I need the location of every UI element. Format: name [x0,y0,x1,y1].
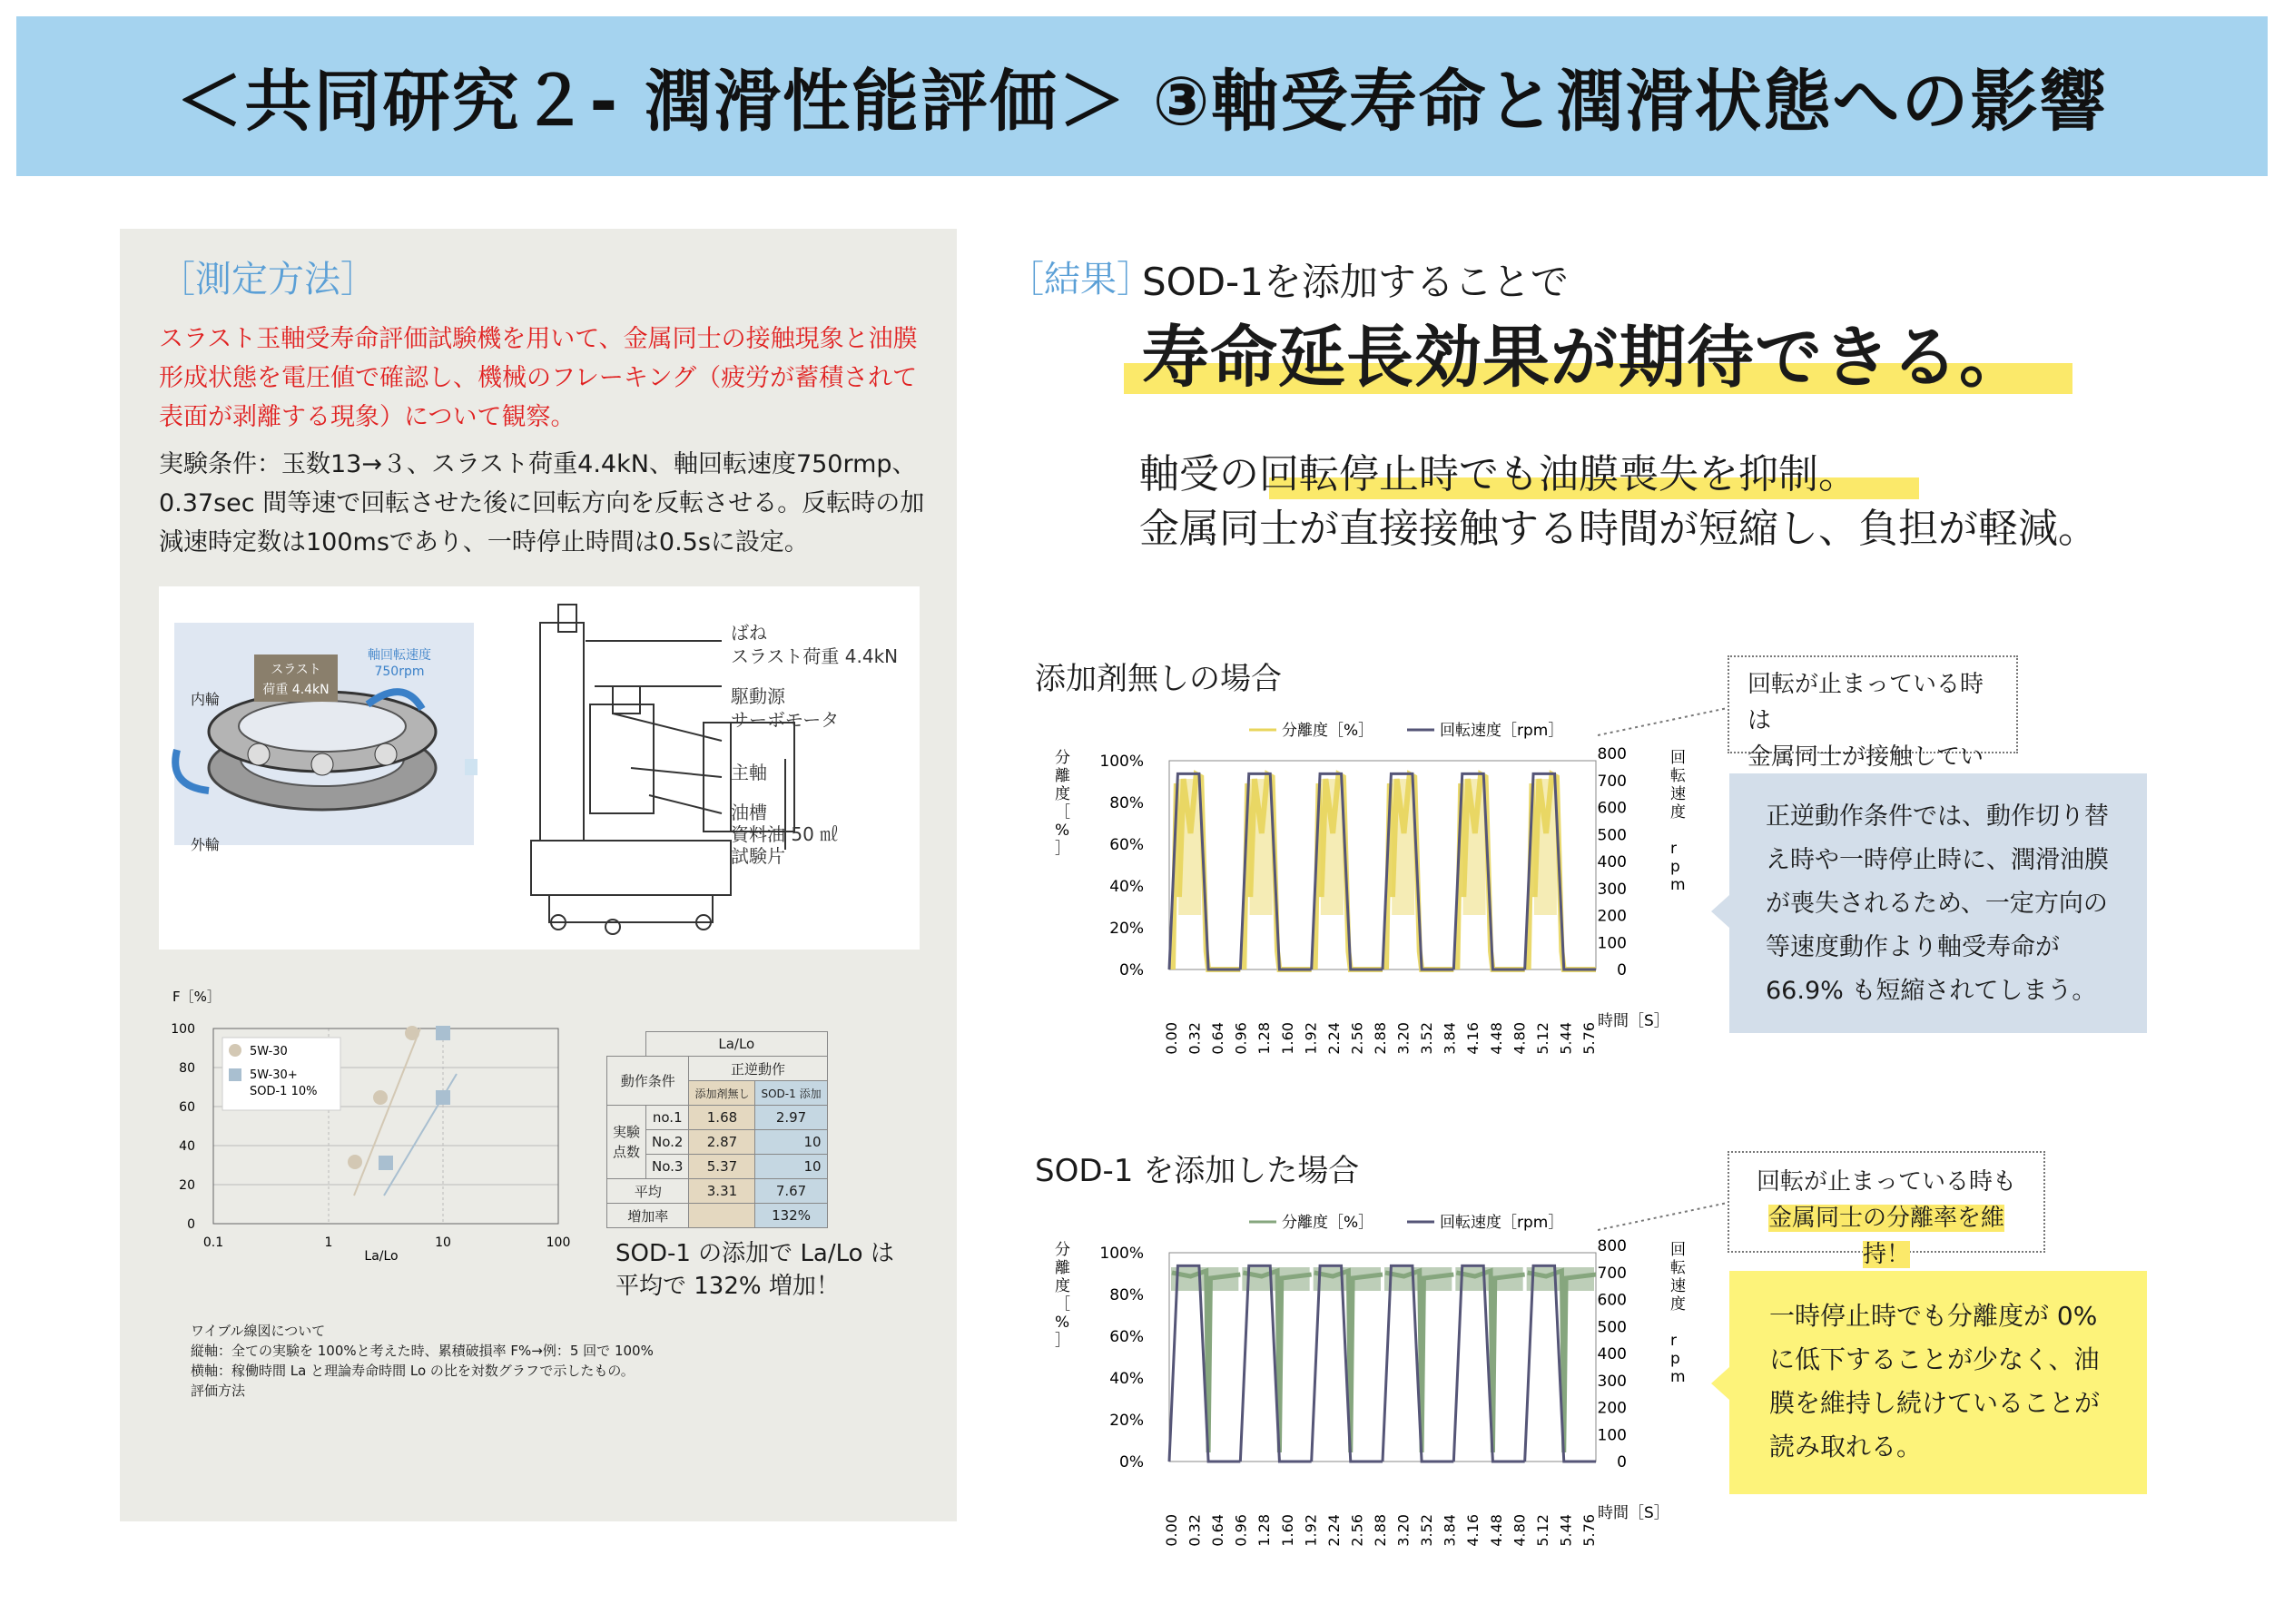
y-right-label-char: 転 [1670,1259,1686,1277]
y-left-label-char: 離 [1055,767,1070,785]
y-right-label-char: m [1670,1368,1686,1386]
table-cell: 2.97 [755,1106,827,1130]
x-tick: 1.92 [1302,1022,1320,1055]
x-tick: 3.20 [1394,1514,1413,1547]
bearing-illustration [159,586,920,950]
x-tick: 0.00 [1163,1022,1180,1055]
table-comment-line1: SOD-1 の添加で La/Lo は [615,1240,894,1267]
y-left-label-char: 度 [1055,1277,1070,1295]
weibull-note [191,1321,917,1401]
explain2-tail [1711,1367,1729,1400]
separation-band [1534,779,1557,915]
y-left-label-char: 分 [1055,1241,1070,1259]
table-cell: 10 [755,1130,827,1155]
table-group-label1: 実験 [613,1124,641,1140]
table-comment-line2: 平均で 132% 増加！ [615,1273,840,1300]
x-tick: 3.84 [1441,1514,1459,1547]
x-tick: 2.88 [1372,1514,1389,1547]
weibull-note-line: 横軸：稼働時間 La と理論寿命時間 Lo の比を対数グラフで示したもの。 [191,1363,635,1379]
y-right-tick: 500 [1597,826,1627,845]
separation-band [1178,779,1201,915]
x-tick: 4.48 [1487,1022,1505,1055]
bearing-badge-line2: 荷重 4.4kN [262,683,330,697]
result-headline: 寿命延長効果が期待できる。 [1142,319,2027,397]
x-axis-label: 時間［S］ [1598,1504,1669,1522]
separation-band [1250,779,1273,915]
lalo-table [606,1031,828,1228]
inner-ring-label: 内輪 [191,691,221,708]
machine-label-specimen: 試験片 [731,845,785,867]
y-right-tick: 400 [1597,853,1627,871]
separation-band [1171,1267,1238,1291]
weibull-ytick: 100 [171,1022,195,1037]
separation-band [1314,1267,1381,1291]
table-row-label: No.2 [646,1130,689,1155]
callout1-leader [1598,704,1734,740]
table-top-header: La/Lo [646,1032,828,1057]
weibull-xtick: 10 [435,1235,451,1250]
legend-speed: 回転速度［rpm］ [1440,1214,1564,1232]
y-left-label-char: ］ [1055,840,1070,858]
table-inc-label: 増加率 [607,1204,689,1228]
x-tick: 5.44 [1557,1022,1575,1055]
table-cond-header: 動作条件 [607,1057,689,1106]
callout1-line2: 金属同士が接触してい [1747,743,1984,771]
y-right-tick: 800 [1597,745,1627,763]
legend-marker-sod1 [229,1068,241,1081]
result-label: ［結果］ [1008,259,1153,300]
y-right-tick: 600 [1597,1291,1627,1310]
x-tick: 2.56 [1348,1514,1366,1547]
weibull-chart [159,983,604,1319]
machine-label-oil: 資料油 50 ㎖ [731,823,839,845]
y-right-label-char: 回 [1670,1241,1686,1259]
y-left-label-char: 度 [1055,785,1070,803]
x-tick: 3.52 [1418,1022,1436,1055]
weibull-ytick: 60 [179,1100,195,1115]
weibull-legend-sod1: 5W-30+ [250,1068,298,1082]
table-avg-a: 3.31 [689,1179,755,1204]
y-left-tick: 100% [1099,753,1144,771]
chart-sod1 [1035,1209,1688,1572]
explanation-no-additive: 正逆動作条件では、動作切り替え時や一時停止時に、潤滑油膜が喪失されるため、一定方向の等速度動作より軸受寿命が66.9% も短縮されてしまう。 [1729,773,2147,1033]
weibull-note-line: 縦軸：全ての実験を 100%と考えた時、累積破損率 F%→例：5 回で 100% [191,1343,654,1359]
y-right-tick: 700 [1597,1264,1627,1283]
table-row-label: no.1 [646,1106,689,1130]
table-group-label2: 点数 [613,1144,641,1160]
separation-band [1321,779,1344,915]
speed-label-line1: 軸回転速度 [368,648,431,663]
separation-band [1392,779,1414,915]
x-tick: 3.52 [1418,1514,1436,1547]
legend-separation: 分離度［%］ [1282,722,1374,740]
result-line2: 金属同士が直接接触する時間が短縮し、負担が軽減。 [1139,506,2098,552]
y-right-tick: 400 [1597,1345,1627,1363]
callout2-line2: 金属同士の分離率を維持！ [1767,1205,2004,1268]
weibull-legend-sod1-b: SOD-1 10% [250,1085,318,1098]
x-tick: 0.00 [1163,1514,1180,1547]
callout2-leader [1598,1198,1734,1235]
y-right-tick: 0 [1617,961,1627,979]
x-tick: 1.60 [1278,1022,1296,1055]
x-tick: 2.56 [1348,1022,1366,1055]
x-tick: 5.12 [1533,1514,1551,1547]
y-right-tick: 700 [1597,772,1627,791]
separation-band [1384,1267,1452,1291]
separation-band [1455,1267,1522,1291]
y-right-label-char: m [1670,876,1686,894]
chart-no-additive [1035,717,1688,1080]
table-inc-b: 132% [755,1204,827,1228]
result-line1: 軸受の回転停止時でも油膜喪失を抑制。 [1139,451,1858,497]
y-right-label-char: r [1670,1332,1677,1350]
y-right-label-char: p [1670,1350,1680,1368]
outer-ring-label: 外輪 [191,836,221,853]
y-left-tick: 100% [1099,1245,1144,1263]
callout2-line1: 回転が止まっている時も [1756,1168,2016,1196]
y-right-tick: 100 [1597,1426,1627,1445]
table-avg-label: 平均 [607,1179,689,1204]
bearing-figure [159,586,920,950]
weibull-note-line: 評価方法 [191,1383,246,1399]
y-left-tick: 0% [1119,961,1144,979]
y-right-label-char: 回 [1670,749,1686,767]
x-tick: 2.88 [1372,1022,1389,1055]
y-left-label-char: % [1055,822,1070,840]
x-tick: 4.80 [1511,1022,1529,1055]
x-tick: 1.92 [1302,1514,1320,1547]
x-tick: 1.60 [1278,1514,1296,1547]
table-cell: 10 [755,1155,827,1179]
weibull-ytick: 40 [179,1139,195,1154]
y-right-tick: 200 [1597,907,1627,926]
legend-separation: 分離度［%］ [1282,1214,1374,1232]
x-tick: 4.16 [1464,1514,1482,1547]
x-axis-label: 時間［S］ [1598,1012,1669,1030]
explain1-tail [1711,895,1729,928]
y-right-label-char: 度 [1670,803,1686,822]
table-avg-b: 7.67 [755,1179,827,1204]
separation-band [1463,779,1486,915]
y-left-tick: 80% [1109,1286,1144,1304]
table-mode-header: 正逆動作 [689,1057,827,1081]
x-tick: 4.16 [1464,1022,1482,1055]
x-tick: 0.96 [1232,1022,1250,1055]
x-tick: 4.80 [1511,1514,1529,1547]
y-right-label-char: p [1670,858,1680,876]
y-right-label-char: 速 [1670,1277,1686,1295]
table-comment [615,1237,894,1303]
y-left-label-char: 離 [1055,1259,1070,1277]
separation-band [1242,1267,1309,1291]
y-left-tick: 0% [1119,1453,1144,1471]
weibull-point [373,1090,388,1105]
x-tick: 0.64 [1209,1514,1227,1547]
separation-band [1527,1267,1594,1291]
weibull-ytick: 80 [179,1061,195,1076]
table-cell: 2.87 [689,1130,755,1155]
x-tick: 5.76 [1580,1022,1598,1055]
y-left-tick: 20% [1109,1412,1144,1430]
machine-label-spring: ばね [731,622,767,644]
weibull-ytick: 0 [187,1217,195,1232]
weibull-note-line: ワイブル線図について [191,1323,326,1339]
machine-label-load: スラスト荷重 4.4kN [731,645,899,667]
callout-separation [1728,1151,2045,1268]
y-left-label-char: % [1055,1314,1070,1332]
y-left-tick: 80% [1109,794,1144,812]
method-label: ［測定方法］ [159,259,377,300]
y-left-label-char: 分 [1055,749,1070,767]
y-right-tick: 300 [1597,880,1627,899]
weibull-point [379,1156,393,1170]
table-row-label: No.3 [646,1155,689,1179]
x-tick: 3.20 [1394,1022,1413,1055]
x-tick: 5.12 [1533,1022,1551,1055]
y-right-tick: 300 [1597,1372,1627,1391]
method-description: スラスト玉軸受寿命評価試験機を用いて、金属同士の接触現象と油膜形成状態を電圧値で確認し、機械のフレーキング（疲労が蓄積されて表面が剥離する現象）について観察。 [159,325,918,431]
x-tick: 5.76 [1580,1514,1598,1547]
weibull-xtick: 0.1 [202,1235,224,1250]
x-tick: 5.44 [1557,1514,1575,1547]
weibull-ylabel: F［%］ [172,989,221,1005]
machine-label-shaft: 主軸 [731,762,767,783]
experiment-conditions: 実験条件：玉数13→３、スラスト荷重4.4kN、軸回転速度750rmp、0.37sec 間等速で回転させた後に回転方向を反転させる。反転時の加減速時定数は100msであり、一時停止時間は0.5sに設定。 [159,450,925,556]
y-right-tick: 200 [1597,1399,1627,1418]
weibull-xtick: 1 [324,1235,333,1250]
weibull-point [436,1026,450,1040]
x-tick: 0.32 [1186,1514,1204,1547]
y-left-tick: 60% [1109,1328,1144,1346]
y-right-tick: 600 [1597,799,1627,818]
weibull-ytick: 20 [179,1178,195,1193]
y-right-tick: 0 [1617,1453,1627,1471]
y-right-tick: 500 [1597,1318,1627,1337]
y-right-label-char: 転 [1670,767,1686,785]
x-tick: 3.84 [1441,1022,1459,1055]
result-intro: SOD-1を添加することで [1142,260,1569,304]
table-col1: 添加剤無し [689,1081,755,1106]
x-tick: 2.24 [1324,1022,1343,1055]
speed-label-line2: 750rpm [374,664,425,679]
y-left-label-char: ［ [1055,1295,1070,1314]
x-tick: 0.64 [1209,1022,1227,1055]
weibull-point [405,1026,419,1040]
weibull-xlabel: La/Lo [364,1249,399,1264]
x-tick: 1.28 [1255,1022,1274,1055]
bearing-badge-line1: スラスト [271,663,321,677]
weibull-legend-base: 5W-30 [250,1045,288,1058]
y-left-tick: 60% [1109,836,1144,854]
machine-label-drive: 駆動源 [731,685,785,707]
x-tick: 1.28 [1255,1514,1274,1547]
y-left-label-char: ］ [1055,1332,1070,1350]
machine-label-tank: 油槽 [731,802,767,823]
table-col2: SOD-1 添加 [755,1081,827,1106]
y-right-label-char: 度 [1670,1295,1686,1314]
y-right-label-char: 速 [1670,785,1686,803]
y-left-tick: 40% [1109,1370,1144,1388]
x-tick: 4.48 [1487,1514,1505,1547]
weibull-point [436,1090,450,1105]
legend-speed: 回転速度［rpm］ [1440,722,1564,740]
callout-contact [1728,655,2018,771]
y-right-tick: 800 [1597,1237,1627,1255]
table-cell: 5.37 [689,1155,755,1179]
x-tick: 0.96 [1232,1514,1250,1547]
y-right-label-char: r [1670,840,1677,858]
x-tick: 0.32 [1186,1022,1204,1055]
y-left-tick: 40% [1109,878,1144,896]
y-left-label-char: ［ [1055,803,1070,822]
callout1-line1: 回転が止まっている時は [1747,671,1984,734]
weibull-point [348,1155,362,1169]
page-title: ＜共同研究２- 潤滑性能評価＞ ③軸受寿命と潤滑状態への影響 [175,63,2109,141]
legend-marker-base [229,1044,241,1057]
explanation-sod1: 一時停止時でも分離度が 0% に低下することが少なく、油膜を維持し続けていることが読み取れる。 [1729,1271,2147,1494]
x-tick: 2.24 [1324,1514,1343,1547]
table-cell: 1.68 [689,1106,755,1130]
y-left-tick: 20% [1109,920,1144,938]
weibull-xtick: 100 [546,1235,571,1250]
machine-label-servo: サーボモータ [731,709,840,731]
y-right-tick: 100 [1597,934,1627,953]
chart2-title: SOD-1 を添加した場合 [1035,1153,1360,1189]
chart1-title: 添加剤無しの場合 [1035,661,1282,697]
